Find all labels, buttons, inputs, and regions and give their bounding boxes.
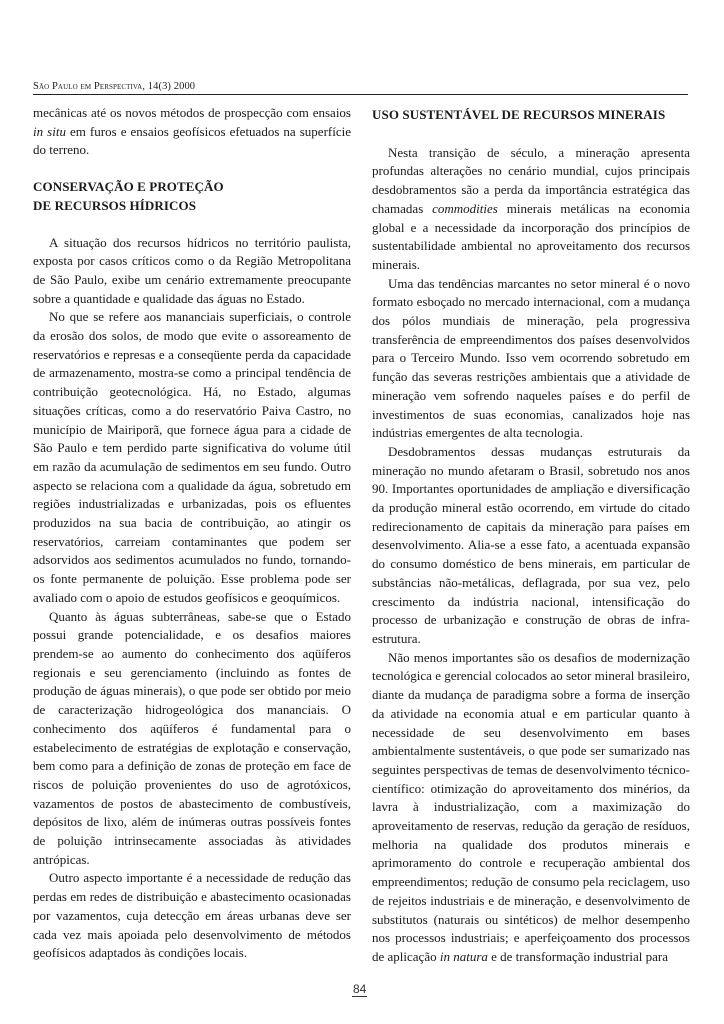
body-paragraph: No que se refere aos mananciais superficiais, o controle da erosão dos solos, de modo que evite o assoreamento de reservatórios e represas e a conseqüente perda da capacidade de armazenamento, mostra-se como a principal tendência de contribuição geotecnológica. Há, no Estado, algumas situações críticas, como a do reservatório Paiva Castro, no município de Mairiporã, que fornece água para a cidade de São Paulo e tem perdido parte significativa do volume útil em razão da acumulação de sedimentos em seu fundo. Outro aspecto se relaciona com a qualidade da água, sobretudo em regiões industrializadas e urbanizadas, pois os efluentes produzidos na sua bacia de contribuição, ao atingir os reservatórios, carreiam contaminantes que podem ser adsorvidos aos sedimentos acumulados no fundo, tornando-os fonte permanente de poluição. Esse problema pode ser avaliado com o apoio de estudos geofísicos e geoquímicos. bbox=[33, 309, 351, 605]
heading-line: DE RECURSOS HÍDRICOS bbox=[33, 197, 197, 213]
body-paragraph bbox=[372, 144, 690, 275]
heading-line: CONSERVAÇÃO E PROTEÇÃO bbox=[33, 179, 224, 195]
text-run: em furos e ensaios geofísicos efetuados na superfície do terreno. bbox=[33, 123, 351, 158]
body-paragraph bbox=[372, 649, 690, 967]
italic-term: commodities bbox=[432, 200, 498, 216]
text-run: Não menos importantes são os desafios de modernização tecnológica e gerencial colocados ao setor mineral brasileiro, diante da mudança de paradigma sobre a forma de inserção da atividade na economia atual e em particular quanto à necessidade de seu desenvolvimento em bases ambientalmente sustentáveis, o que pode ser sumarizado nas seguintes perspectivas de temas de desenvolvimento técnico-científico: otimização do aproveitamento dos minérios, da lavra à industrialização, com a maximização do aproveitamento de reservas, redução da geração de resíduos, melhoria na qualidade dos produtos minerais e aprimoramento do controle e recuperação ambiental dos empreendimentos; redução de consumo pela reciclagem, uso de rejeitos industriais e de mineração, e desenvolvimento de substitutos (naturais ou sintéticos) de melhor desempenho nos processos industriais; e aperfeiçoamento dos processos de aplicação bbox=[372, 649, 690, 964]
running-head: São Paulo em Perspectiva, 14(3) 2000 bbox=[33, 81, 196, 92]
section-heading-water-resources bbox=[33, 178, 351, 215]
section-heading-mineral-resources: USO SUSTENTÁVEL DE RECURSOS MINERAIS bbox=[372, 107, 666, 122]
body-paragraph: Quanto às águas subterrâneas, sabe-se que o Estado possui grande potencialidade, e os desafios maiores prendem-se ao aumento do conhecimento dos aqüíferos regionais e seu gerenciamento (incluindo as fontes de produção de águas minerais), o que pode ser obtido por meio de caracterização hidrogeológica dos mananciais. O conhecimento dos aqüíferos é fundamental para o estabelecimento de estratégias de explotação e conservação, bem como para a definição de zonas de proteção em face de riscos de poluição provenientes do uso de agrotóxicos, vazamentos de postos de abastecimento de combustíveis, depósitos de lixo, além de inúmeras outras possíveis fontes de poluição intrinsecamente associadas às atividades antrópicas. bbox=[33, 608, 351, 867]
left-column bbox=[33, 104, 351, 963]
italic-term: in situ bbox=[33, 123, 66, 139]
body-paragraph: Uma das tendências marcantes no setor mineral é o novo formato esboçado no mercado internacional, com a mudança dos pólos mundiais de mineração, pela progressiva transferência de empreendimentos dos países desenvolvidos para o Terceiro Mundo. Isso vem ocorrendo sobretudo em função das severas restrições ambientais que a atividade de mineração vem sofrendo naqueles países e do perfil de investimentos de suas economias, canalizados hoje nas indústrias emergentes de alta tecnologia. bbox=[372, 275, 690, 441]
italic-term: in natura bbox=[439, 948, 488, 964]
text-run: minerais metálicas na economia global e a necessidade da incorporação dos princípios de sustentabilidade ambiental no aproveitamento dos recursos minerais. bbox=[372, 200, 690, 272]
body-paragraph: Outro aspecto importante é a necessidade de redução das perdas em redes de distribuição e abastecimento ocasionadas por vazamentos, cuja detecção em áreas urbanas deve ser cada vez mais apoiada pelo desenvolvimento de métodos geofísicos adaptados às condições locais. bbox=[33, 870, 351, 961]
body-paragraph: Desdobramentos dessas mudanças estruturais da mineração no mundo afetaram o Brasil, sobretudo nos anos 90. Importantes oportunidades de ampliação e diversificação da produção mineral estão ocorrendo, em virtude do citado redirecionamento de capitais da mineração para países em desenvolvimento. Alia-se a esse fato, a acentuada expansão do consumo doméstico de bens minerais, em particular de substâncias não-metálicas, deflagrada, por sua vez, pelo crescimento da indústria nacional, intensificação do processo de urbanização e construção de obras de infra-estrutura. bbox=[372, 443, 690, 646]
header-rule bbox=[33, 94, 688, 95]
right-column bbox=[372, 104, 690, 967]
continuation-paragraph bbox=[33, 104, 351, 160]
text-run: Nesta transição de século, a mineração apresenta profundas alterações no cenário mundial, cujos principais desdobramentos são a perda da importância estratégica das chamadas bbox=[372, 144, 690, 216]
body-paragraph: A situação dos recursos hídricos no território paulista, exposta por casos críticos como o da Região Metropolitana de São Paulo, exibe um cenário extremamente preocupante sobre a quantidade e qualidade das águas no Estado. bbox=[33, 234, 351, 306]
page-number: 84 bbox=[353, 982, 367, 996]
text-run: e de transformação industrial para bbox=[487, 948, 669, 964]
text-run: mecânicas até os novos métodos de prospecção com ensaios bbox=[33, 105, 351, 120]
